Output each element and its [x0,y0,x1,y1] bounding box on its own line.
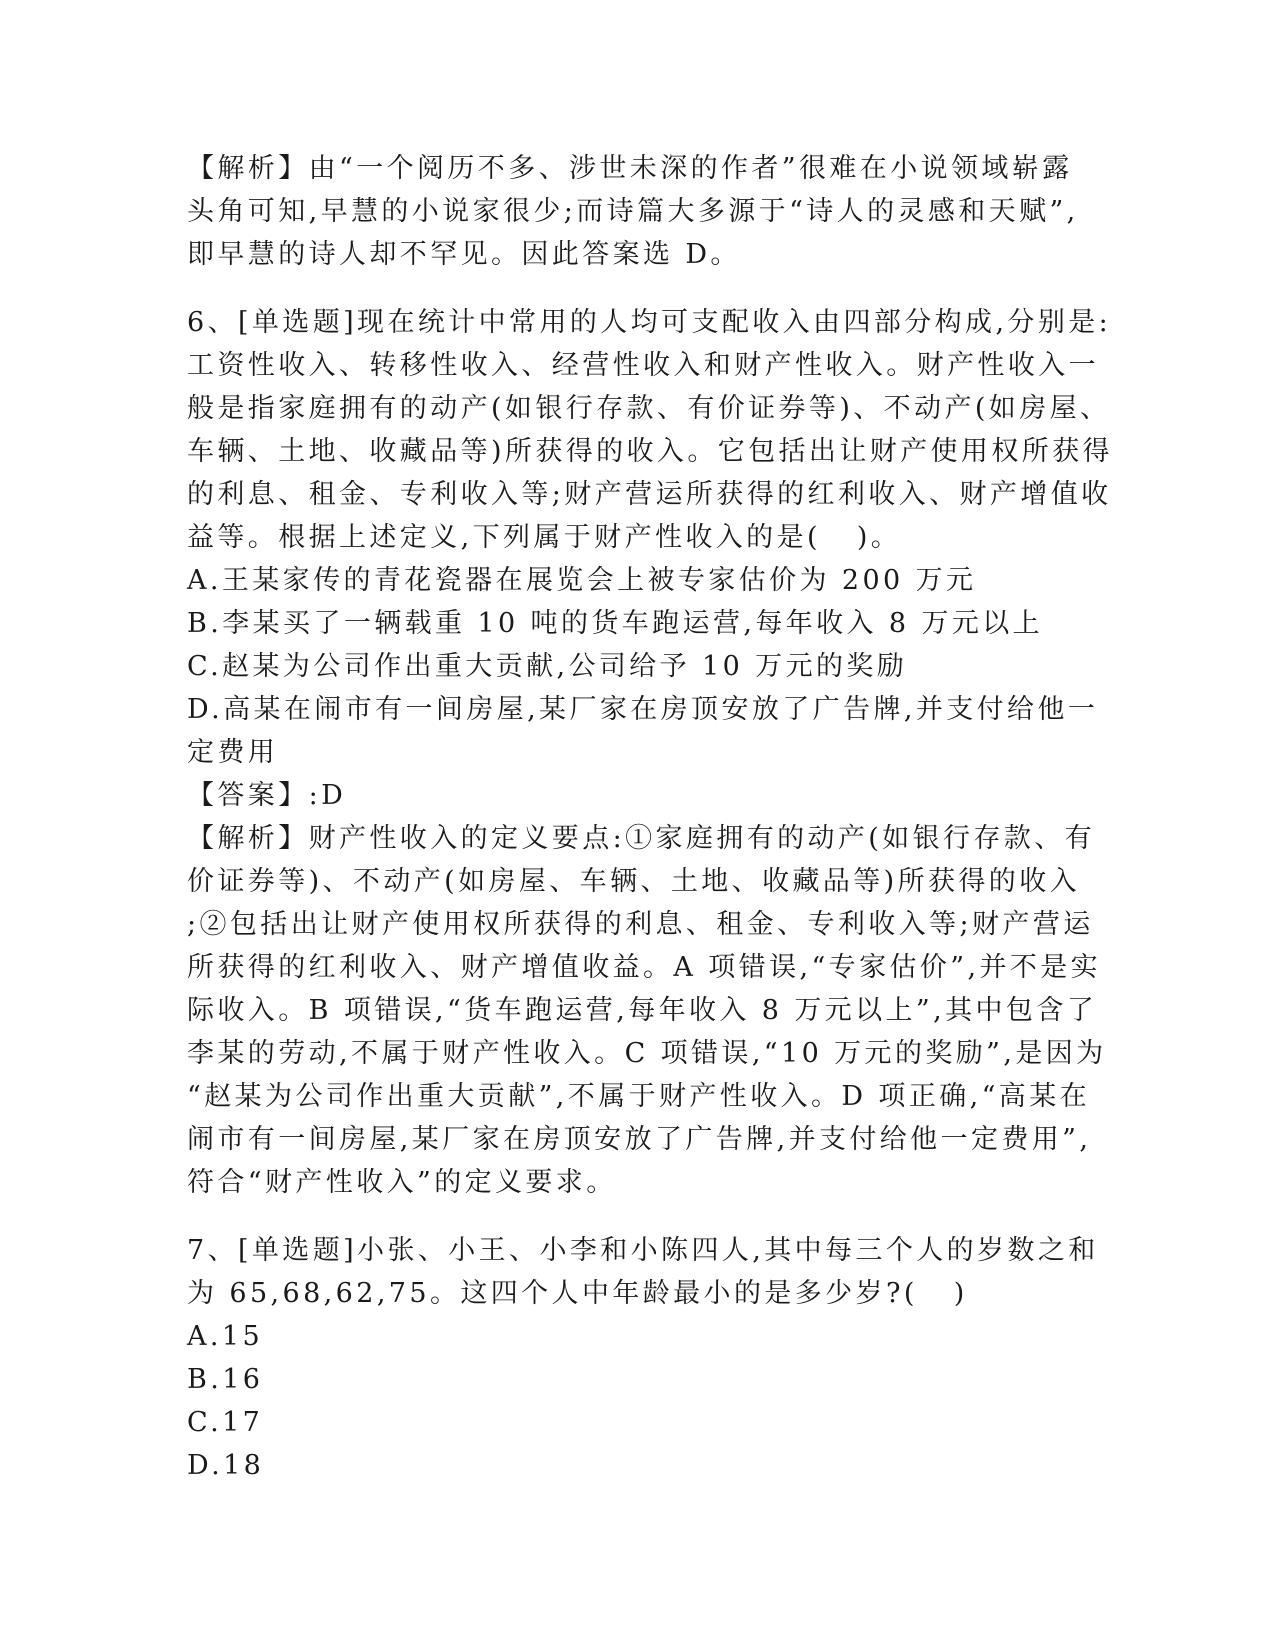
question-stem-line: 7、[单选题]小张、小王、小李和小陈四人,其中每三个人的岁数之和 [187,1235,1099,1266]
question-stem-line: 6、[单选题]现在统计中常用的人均可支配收入由四部分构成,分别是: [187,307,1112,338]
question-stem-line: 的利息、租金、专利收入等;财产营运所获得的红利收入、财产增值收 [187,479,1112,510]
previous-question-analysis [187,147,1087,276]
analysis-line: 际收入。B 项错误,“货车跑运营,每年收入 8 万元以上”,其中包含了 [187,995,1098,1026]
analysis-line: 价证券等)、不动产(如房屋、车辆、土地、收藏品等)所获得的收入 [187,866,1080,897]
analysis-line: 【解析】由“一个阅历不多、涉世未深的作者”很难在小说领域崭露 [187,153,1073,184]
option-c: C.赵某为公司作出重大贡献,公司给予 10 万元的奖励 [187,651,908,682]
question-6 [187,301,1113,1204]
analysis-line: “赵某为公司作出重大贡献”,不属于财产性收入。D 项正确,“高某在 [187,1081,1091,1112]
question-stem-line: 车辆、土地、收藏品等)所获得的收入。它包括出让财产使用权所获得 [187,436,1113,467]
question-7-stem [187,1229,1099,1315]
analysis-line: 符合“财产性收入”的定义要求。 [187,1167,617,1198]
option-d-continued: 定费用 [187,737,279,768]
option-a: A.王某家传的青花瓷器在展览会上被专家估价为 200 万元 [187,565,977,596]
analysis-line: 闹市有一间房屋,某厂家在房顶安放了广告牌,并支付给他一定费用”, [187,1124,1092,1155]
question-7 [187,1229,1099,1487]
question-stem-line: 般是指家庭拥有的动产(如银行存款、有价证券等)、不动产(如房屋、 [187,393,1111,424]
option-c: C.17 [187,1407,264,1438]
analysis-line: 所获得的红利收入、财产增值收益。A 项错误,“专家估价”,并不是实 [187,952,1102,983]
option-b: B.李某买了一辆载重 10 吨的货车跑运营,每年收入 8 万元以上 [187,608,1044,639]
analysis-line: 【解析】财产性收入的定义要点:①家庭拥有的动产(如银行存款、有 [187,823,1096,854]
question-6-stem [187,301,1113,559]
analysis-line: 头角可知,早慧的小说家很少;而诗篇大多源于“诗人的灵感和天赋”, [187,196,1079,227]
section-gap [187,276,1087,301]
question-6-options [187,559,1099,774]
analysis-line: ;②包括出让财产使用权所获得的利息、租金、专利收入等;财产营运 [187,909,1094,940]
option-d: D.18 [187,1450,265,1481]
analysis-line: 即早慧的诗人却不罕见。因此答案选 D。 [187,239,741,270]
section-gap [187,1204,1087,1229]
question-stem-line: 为 65,68,62,75。这四个人中年龄最小的是多少岁?( ) [187,1278,968,1309]
question-7-options [187,1315,1087,1487]
option-b: B.16 [187,1364,264,1395]
option-d: D.高某在闹市有一间房屋,某厂家在房顶安放了广告牌,并支付给他一 [187,694,1099,725]
question-stem-line: 工资性收入、转移性收入、经营性收入和财产性收入。财产性收入一 [187,350,1099,381]
question-stem-line: 益等。根据上述定义,下列属于财产性收入的是( )。 [187,522,902,553]
question-6-analysis [187,817,1107,1204]
answer-line: 【答案】:D [187,780,347,811]
option-a: A.15 [187,1321,264,1352]
analysis-line: 李某的劳动,不属于财产性收入。C 项错误,“10 万元的奖励”,是因为 [187,1038,1107,1069]
document-content [187,147,1113,1487]
